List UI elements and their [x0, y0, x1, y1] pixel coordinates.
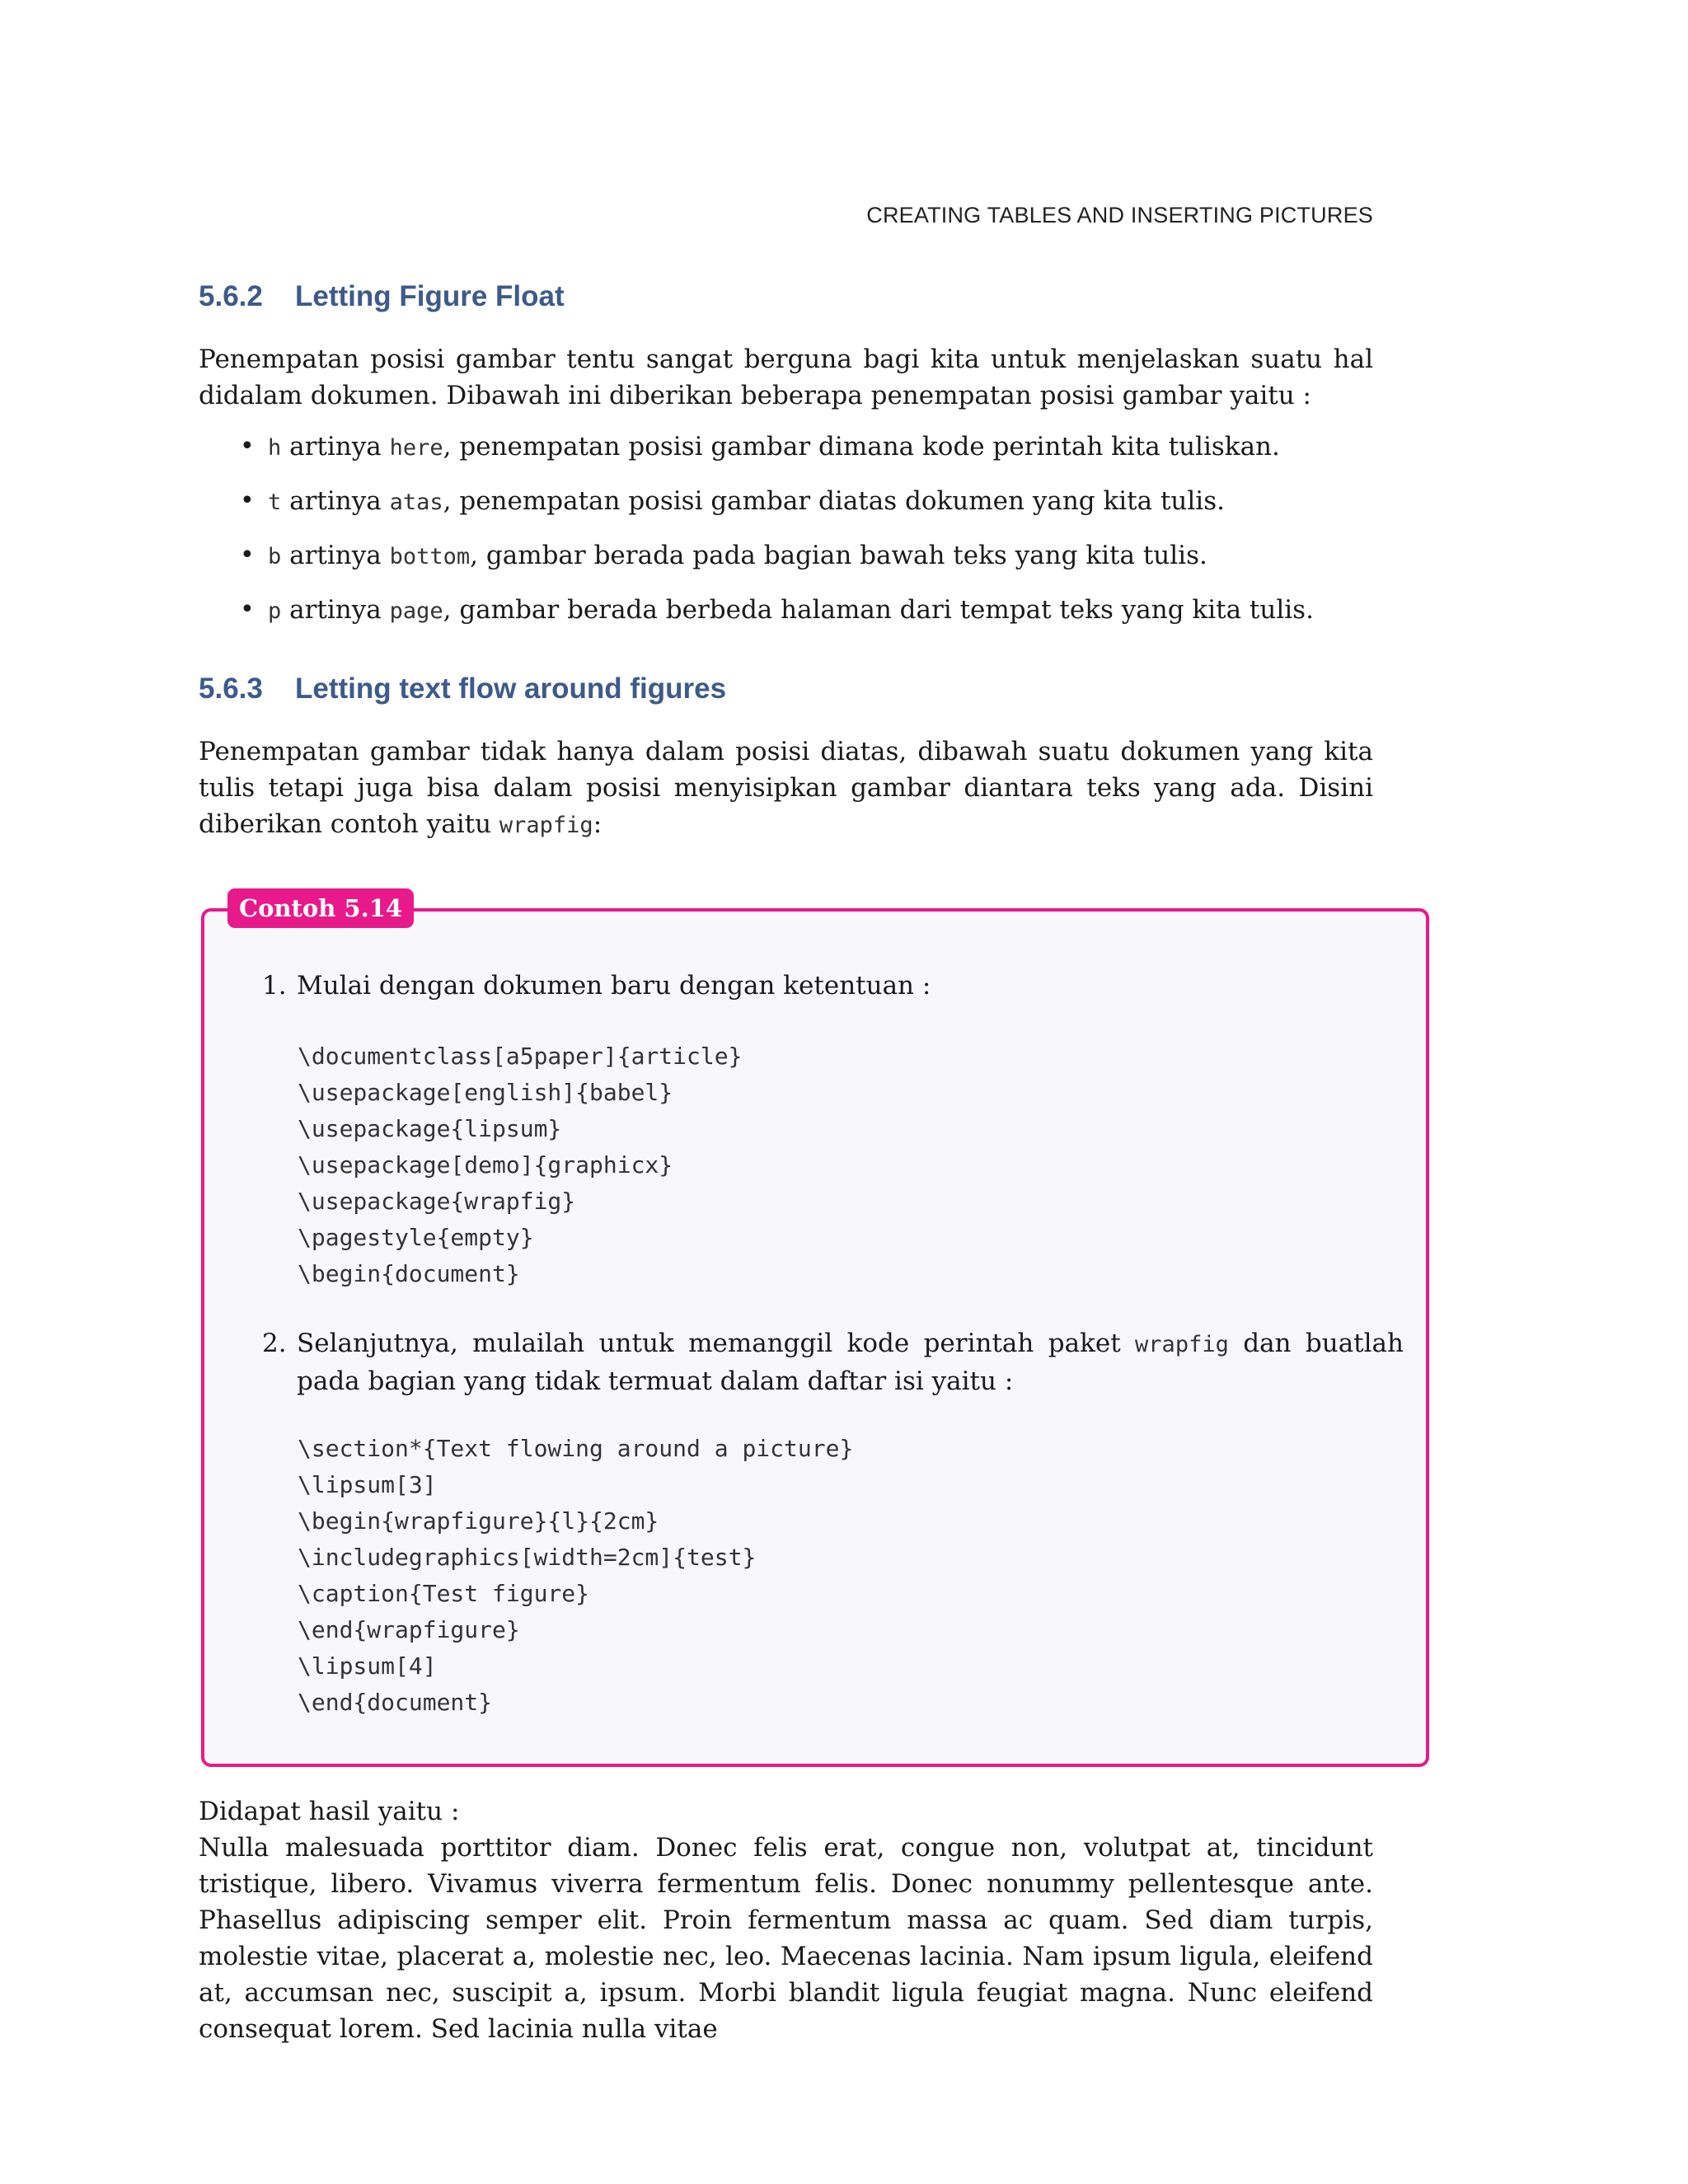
result-paragraph: Nulla malesuada porttitor diam. Donec felis erat, congue non, volutpat at, tincidunt tristique, libero. Vivamus viverra fermentum felis. Donec nonummy pellentesque ante. Phasellus adipiscing semper elit. Proin fermentum massa ac quam. Sed diam turpis, molestie vitae, placerat a, molestie nec, leo. Maecenas lacinia. Nam ipsum ligula, eleifend at, accumsan nec, suscipit a, ipsum. Morbi blandit ligula feugiat magna. Nunc eleifend consequat lorem. Sed lacinia nulla vitae [199, 1833, 1373, 2044]
intro-paragraph-5-6-2: Penempatan posisi gambar tentu sangat berguna bagi kita untuk menjelaskan suatu hal didalam dokumen. Dibawah ini diberikan beberapa penempatan posisi gambar yaitu : [199, 344, 1373, 410]
example-step-2 [262, 1325, 1404, 1399]
intro-end: : [593, 809, 603, 839]
bullet-icon: • [240, 595, 255, 624]
float-options-list [199, 429, 1373, 646]
section-title-text: Letting text flow around figures [295, 673, 727, 705]
option-code: h [268, 435, 282, 461]
intro-paragraph-5-6-3 [199, 733, 1373, 844]
step-text-a: Selanjutnya, mulailah untuk memanggil kode perintah paket [297, 1329, 1136, 1358]
section-heading-5-6-2 [199, 280, 565, 313]
example-label: Contoh 5.14 [227, 888, 414, 928]
option-keyword: bottom [389, 544, 471, 569]
code-block-1: \documentclass[a5paper]{article} \usepackage[english]{babel} \usepackage{lipsum} \usepackage[demo]{graphicx} \usepackage{wrapfig} \pagestyle{empty} \begin{document} [298, 1043, 743, 1287]
section-title-text: Letting Figure Float [295, 280, 565, 312]
intro-text: Penempatan gambar tidak hanya dalam posisi diatas, dibawah suatu dokumen yang kita tulis tetapi juga bisa dalam posisi menyisipkan gambar diantara teks yang ada. Disini diberikan contoh yaitu [199, 737, 1373, 839]
bullet-icon: • [240, 432, 255, 461]
option-keyword: atas [389, 490, 443, 515]
section-heading-5-6-3 [199, 673, 726, 705]
example-step-1 [262, 968, 1404, 1004]
inline-code: wrapfig [1135, 1332, 1229, 1357]
inline-code: wrapfig [499, 813, 593, 838]
option-code: p [268, 598, 282, 624]
option-word: artinya [281, 541, 390, 570]
step-text: Mulai dengan dokumen baru dengan ketentuan : [297, 971, 931, 1001]
option-code: b [268, 544, 282, 569]
option-keyword: here [389, 435, 443, 461]
code-block-2: \section*{Text flowing around a picture} \lipsum[3] \begin{wrapfigure}{l}{2cm} \includegraphics[width=2cm]{test} \caption{Test figure} \end{wrapfigure} \lipsum[4] \end{document} [298, 1435, 854, 1716]
list-item [199, 483, 1373, 537]
result-intro: Didapat hasil yaitu : [199, 1797, 460, 1826]
option-word: artinya [281, 595, 390, 625]
option-description: , gambar berada berbeda halaman dari tempat teks yang kita tulis. [443, 595, 1314, 625]
step-number: 1. [262, 971, 287, 1001]
bullet-icon: • [240, 486, 255, 515]
step-text-b: dan buatlah pada bagian yang tidak termuat dalam daftar isi yaitu : [297, 1329, 1404, 1396]
option-keyword: page [389, 598, 443, 624]
step-number: 2. [262, 1329, 287, 1358]
section-number: 5.6.2 [199, 280, 263, 312]
running-header: CREATING TABLES AND INSERTING PICTURES [866, 203, 1373, 227]
list-item [199, 429, 1373, 483]
option-word: artinya [281, 432, 390, 462]
section-number: 5.6.3 [199, 673, 263, 705]
option-code: t [268, 490, 282, 515]
list-item [199, 592, 1373, 646]
option-word: artinya [281, 486, 390, 516]
step-text [262, 1325, 1404, 1399]
option-description: , gambar berada pada bagian bawah teks yang kita tulis. [470, 541, 1207, 570]
option-description: , penempatan posisi gambar dimana kode perintah kita tuliskan. [443, 432, 1280, 462]
bullet-icon: • [240, 541, 255, 569]
list-item [199, 537, 1373, 592]
option-description: , penempatan posisi gambar diatas dokumen yang kita tulis. [443, 486, 1225, 516]
